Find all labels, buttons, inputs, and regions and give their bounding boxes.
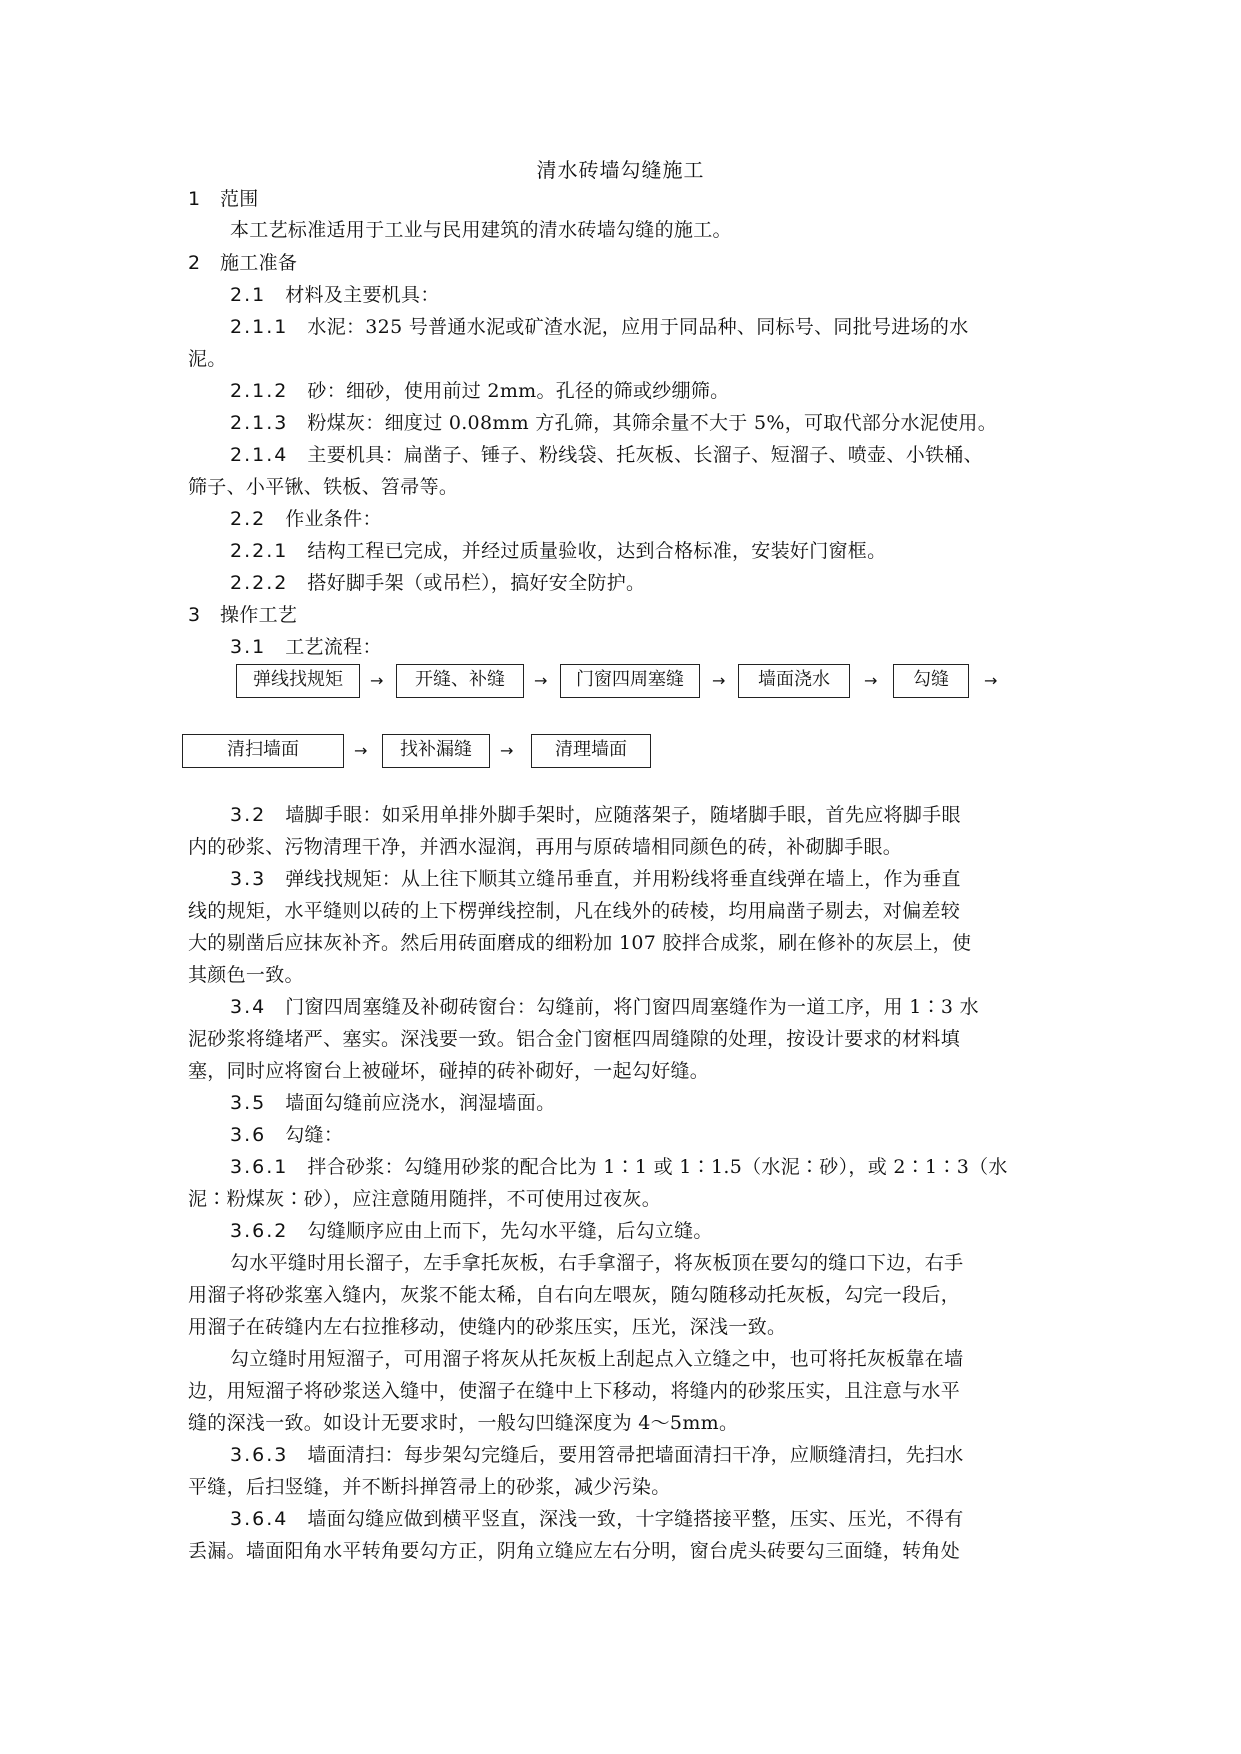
- section-3-3-cont-1: 线的规矩，水平缝则以砖的上下楞弹线控制，凡在线外的砖棱，均用扁凿子剔去，对偏差较: [188, 900, 961, 922]
- section-3-4-cont-1: 泥砂浆将缝堵严、塞实。深浅要一致。铝合金门窗框四周缝隙的处理，按设计要求的材料填: [188, 1028, 961, 1050]
- section-3-6-1: 3.6.1 拌合砂浆：勾缝用砂浆的配合比为 1∶1 或 1∶1.5（水泥∶砂），或 2∶1∶3（水: [230, 1156, 1008, 1178]
- section-3-3-cont-2: 大的剔凿后应抹灰补齐。然后用砖面磨成的细粉加 107 胶拌合成浆，刷在修补的灰层上，使: [188, 932, 972, 954]
- flow-step-1: 弹线找规矩: [236, 664, 360, 698]
- section-2-1-2: 2.1.2 砂：细砂，使用前过 2mm。孔径的筛或纱绷筛。: [230, 380, 730, 402]
- flow-arrow: →: [500, 741, 514, 760]
- flow-step-3: 门窗四周塞缝: [560, 664, 700, 698]
- flow-step-4: 墙面浇水: [738, 664, 850, 698]
- paragraph-vertical-joint: 勾立缝时用短溜子，可用溜子将灰从托灰板上刮起点入立缝之中，也可将托灰板靠在墙: [230, 1348, 964, 1370]
- section-3-6: 3.6 勾缝：: [230, 1124, 344, 1146]
- section-3-4: 3.4 门窗四周塞缝及补砌砖窗台：勾缝前，将门窗四周塞缝作为一道工序，用 1∶3 水: [230, 996, 979, 1018]
- section-3-6-4-cont: 丢漏。墙面阳角水平转角要勾方正，阴角立缝应左右分明，窗台虎头砖要勾三面缝，转角处: [188, 1540, 961, 1562]
- section-3-6-1-cont: 泥∶粉煤灰∶砂），应注意随用随拌，不可使用过夜灰。: [188, 1188, 662, 1210]
- flow-step-8: 清理墙面: [531, 734, 651, 768]
- flow-step-2: 开缝、补缝: [396, 664, 524, 698]
- section-3-6-3: 3.6.3 墙面清扫：每步架勾完缝后，要用笤帚把墙面清扫干净，应顺缝清扫，先扫水: [230, 1444, 964, 1466]
- flow-arrow: →: [354, 741, 368, 760]
- paragraph-vertical-joint-cont-1: 边，用短溜子将砂浆送入缝中，使溜子在缝中上下移动，将缝内的砂浆压实，且注意与水平: [188, 1380, 961, 1402]
- section-1-text: 本工艺标准适用于工业与民用建筑的清水砖墙勾缝的施工。: [230, 219, 732, 241]
- section-2-1-4-cont: 筛子、小平锹、铁板、笤帚等。: [188, 476, 459, 498]
- section-1-heading: 1 范围: [188, 188, 259, 210]
- section-2-2-2: 2.2.2 搭好脚手架（或吊栏），搞好安全防护。: [230, 572, 646, 594]
- section-3-4-cont-2: 塞，同时应将窗台上被碰坏，碰掉的砖补砌好，一起勾好缝。: [188, 1060, 710, 1082]
- section-2-1: 2.1 材料及主要机具：: [230, 284, 440, 306]
- paragraph-vertical-joint-cont-2: 缝的深浅一致。如设计无要求时，一般勾凹缝深度为 4～5mm。: [188, 1412, 739, 1434]
- paragraph-horizontal-joint: 勾水平缝时用长溜子，左手拿托灰板，右手拿溜子，将灰板顶在要勾的缝口下边，右手: [230, 1252, 964, 1274]
- flow-arrow: →: [984, 671, 998, 690]
- section-3-5: 3.5 墙面勾缝前应浇水，润湿墙面。: [230, 1092, 556, 1114]
- section-3-3: 3.3 弹线找规矩：从上往下顺其立缝吊垂直，并用粉线将垂直线弹在墙上，作为垂直: [230, 868, 961, 890]
- flow-arrow: →: [370, 671, 384, 690]
- section-3-6-2: 3.6.2 勾缝顺序应由上而下，先勾水平缝，后勾立缝。: [230, 1220, 713, 1242]
- section-3-6-4: 3.6.4 墙面勾缝应做到横平竖直，深浅一致，十字缝搭接平整，压实、压光，不得有: [230, 1508, 964, 1530]
- document-title: 清水砖墙勾缝施工: [536, 158, 705, 182]
- flow-arrow: →: [864, 671, 878, 690]
- section-3-1: 3.1 工艺流程：: [230, 636, 382, 658]
- flow-arrow: →: [534, 671, 548, 690]
- section-2-1-1-cont: 泥。: [188, 348, 227, 370]
- section-3-2: 3.2 墙脚手眼：如采用单排外脚手架时，应随落架子，随堵脚手眼，首先应将脚手眼: [230, 804, 961, 826]
- section-2-2-1: 2.2.1 结构工程已完成，并经过质量验收，达到合格标准，安装好门窗框。: [230, 540, 887, 562]
- section-2-1-4: 2.1.4 主要机具：扁凿子、锤子、粉线袋、托灰板、长溜子、短溜子、喷壶、小铁桶、: [230, 444, 983, 466]
- paragraph-horizontal-joint-cont-2: 用溜子在砖缝内左右拉推移动，使缝内的砂浆压实，压光，深浅一致。: [188, 1316, 787, 1338]
- section-2-2: 2.2 作业条件：: [230, 508, 382, 530]
- section-2-1-1: 2.1.1 水泥：325 号普通水泥或矿渣水泥，应用于同品种、同标号、同批号进场的水: [230, 316, 969, 338]
- section-3-6-3-cont: 平缝，后扫竖缝，并不断抖掸笤帚上的砂浆，减少污染。: [188, 1476, 671, 1498]
- section-2-1-3: 2.1.3 粉煤灰：细度过 0.08mm 方孔筛，其筛余量不大于 5%，可取代部分水泥使用。: [230, 412, 997, 434]
- flow-step-5: 勾缝: [893, 664, 969, 698]
- flow-step-7: 找补漏缝: [382, 734, 490, 768]
- section-3-2-cont: 内的砂浆、污物清理干净，并洒水湿润，再用与原砖墙相同颜色的砖，补砌脚手眼。: [188, 836, 903, 858]
- section-3-heading: 3 操作工艺: [188, 604, 298, 626]
- section-3-3-cont-3: 其颜色一致。: [188, 964, 304, 986]
- flow-step-6: 清扫墙面: [182, 734, 344, 768]
- flow-arrow: →: [712, 671, 726, 690]
- section-2-heading: 2 施工准备: [188, 252, 298, 274]
- paragraph-horizontal-joint-cont-1: 用溜子将砂浆塞入缝内，灰浆不能太稀，自右向左喂灰，随勾随移动托灰板，勾完一段后，: [188, 1284, 961, 1306]
